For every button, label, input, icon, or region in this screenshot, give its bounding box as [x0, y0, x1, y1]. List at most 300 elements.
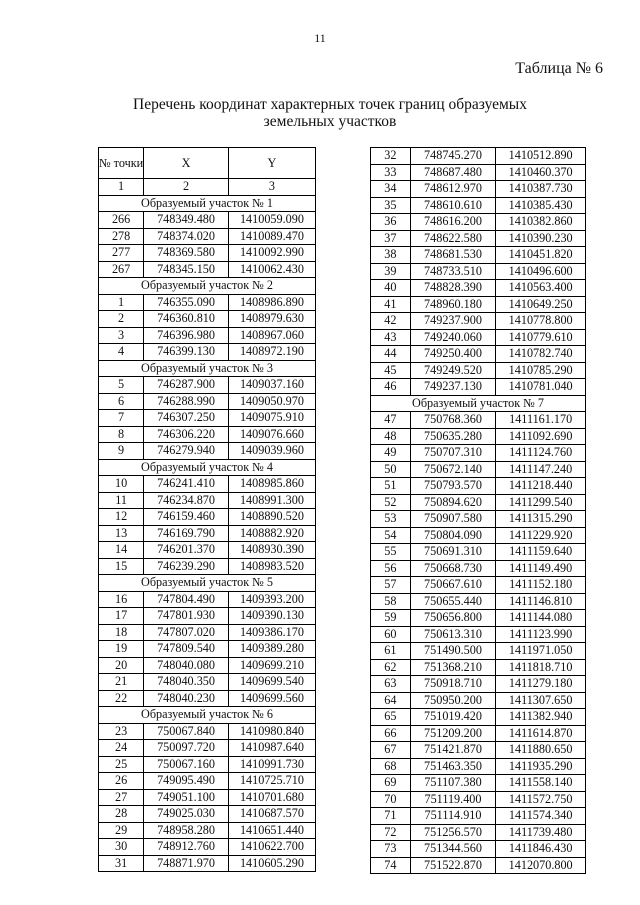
table-row — [99, 377, 316, 394]
table-row — [371, 247, 586, 264]
point-number-cell: 23 — [99, 723, 144, 740]
x-coordinate-cell: 749250.400 — [410, 346, 496, 363]
y-coordinate-cell: 1411614.870 — [496, 725, 586, 742]
y-coordinate-cell: 1411279.180 — [496, 676, 586, 693]
right-table-body — [371, 148, 586, 874]
x-coordinate-cell: 749237.900 — [410, 313, 496, 330]
table-row — [371, 461, 586, 478]
table-row — [371, 857, 586, 874]
y-coordinate-cell: 1411558.140 — [496, 775, 586, 792]
column-number-row — [99, 179, 316, 196]
x-coordinate-cell: 746287.900 — [144, 377, 229, 394]
point-number-cell: 9 — [99, 443, 144, 460]
table-row — [99, 509, 316, 526]
y-coordinate-cell: 1410980.840 — [228, 723, 315, 740]
y-coordinate-cell: 1410781.040 — [496, 379, 586, 396]
y-coordinate-cell: 1411971.050 — [496, 643, 586, 660]
x-coordinate-cell: 746288.990 — [144, 393, 229, 410]
table-row — [99, 674, 316, 691]
point-number-cell: 18 — [99, 624, 144, 641]
table-row — [99, 591, 316, 608]
x-coordinate-cell: 750918.710 — [410, 676, 496, 693]
point-number-cell: 4 — [99, 344, 144, 361]
point-number-cell: 36 — [371, 214, 411, 231]
point-number-cell: 31 — [99, 855, 144, 872]
point-number-cell: 7 — [99, 410, 144, 427]
point-number-cell: 2 — [99, 311, 144, 328]
table-row — [371, 659, 586, 676]
document-title: Перечень координат характерных точек границ образуемых земельных участков — [133, 96, 527, 130]
x-coordinate-cell: 751114.910 — [410, 808, 496, 825]
table-row — [371, 610, 586, 627]
table-row — [371, 808, 586, 825]
point-number-cell: 42 — [371, 313, 411, 330]
x-coordinate-cell: 747804.490 — [144, 591, 229, 608]
y-coordinate-cell: 1410725.710 — [228, 773, 315, 790]
y-coordinate-cell: 1411161.170 — [496, 412, 586, 429]
x-coordinate-cell: 750950.200 — [410, 692, 496, 709]
table-row — [99, 492, 316, 509]
point-number-cell: 28 — [99, 806, 144, 823]
table-row — [371, 709, 586, 726]
y-coordinate-cell: 1410390.230 — [496, 230, 586, 247]
table-row — [371, 775, 586, 792]
x-coordinate-cell: 751463.350 — [410, 758, 496, 775]
section-header-cell: Образуемый участок № 3 — [99, 360, 316, 377]
point-number-cell: 12 — [99, 509, 144, 526]
table-row — [371, 758, 586, 775]
point-number-cell: 10 — [99, 476, 144, 493]
x-coordinate-cell: 750793.570 — [410, 478, 496, 495]
y-coordinate-cell: 1409699.540 — [228, 674, 315, 691]
x-coordinate-cell: 750656.800 — [410, 610, 496, 627]
point-number-cell: 49 — [371, 445, 411, 462]
x-coordinate-cell: 750768.360 — [410, 412, 496, 429]
point-number-cell: 71 — [371, 808, 411, 825]
x-coordinate-cell: 748349.480 — [144, 212, 229, 229]
table-row — [371, 676, 586, 693]
x-coordinate-cell: 748681.530 — [410, 247, 496, 264]
x-coordinate-cell: 746241.410 — [144, 476, 229, 493]
point-number-cell: 277 — [99, 245, 144, 262]
x-coordinate-cell: 747809.540 — [144, 641, 229, 658]
y-coordinate-cell: 1411935.290 — [496, 758, 586, 775]
table-row — [99, 789, 316, 806]
y-coordinate-cell: 1411144.080 — [496, 610, 586, 627]
section-row — [371, 395, 586, 412]
point-number-cell: 16 — [99, 591, 144, 608]
x-coordinate-cell: 748040.350 — [144, 674, 229, 691]
table-row — [371, 197, 586, 214]
x-coordinate-cell: 750067.160 — [144, 756, 229, 773]
y-coordinate-cell: 1410089.470 — [228, 228, 315, 245]
point-number-cell: 14 — [99, 542, 144, 559]
y-coordinate-cell: 1410563.400 — [496, 280, 586, 297]
y-coordinate-cell: 1411382.940 — [496, 709, 586, 726]
x-coordinate-cell: 746169.790 — [144, 525, 229, 542]
y-coordinate-cell: 1410701.680 — [228, 789, 315, 806]
x-coordinate-cell: 748610.610 — [410, 197, 496, 214]
y-coordinate-cell: 1411146.810 — [496, 593, 586, 610]
point-number-cell: 20 — [99, 657, 144, 674]
y-coordinate-cell: 1408979.630 — [228, 311, 315, 328]
y-coordinate-cell: 1409699.210 — [228, 657, 315, 674]
point-number-cell: 29 — [99, 822, 144, 839]
x-coordinate-cell: 750667.610 — [410, 577, 496, 594]
y-coordinate-cell: 1411149.490 — [496, 560, 586, 577]
x-coordinate-cell: 746360.810 — [144, 311, 229, 328]
table-row — [371, 214, 586, 231]
section-header-cell: Образуемый участок № 2 — [99, 278, 316, 295]
x-coordinate-cell: 746279.940 — [144, 443, 229, 460]
x-coordinate-cell: 750613.310 — [410, 626, 496, 643]
point-number-cell: 67 — [371, 742, 411, 759]
y-coordinate-cell: 1410622.700 — [228, 839, 315, 856]
x-coordinate-cell: 748871.970 — [144, 855, 229, 872]
y-coordinate-cell: 1412070.800 — [496, 857, 586, 874]
y-coordinate-cell: 1409390.130 — [228, 608, 315, 625]
point-number-cell: 25 — [99, 756, 144, 773]
x-coordinate-cell: 751107.380 — [410, 775, 496, 792]
section-row — [99, 707, 316, 724]
y-coordinate-cell: 1411299.540 — [496, 494, 586, 511]
point-number-cell: 44 — [371, 346, 411, 363]
table-row — [99, 443, 316, 460]
y-coordinate-cell: 1411818.710 — [496, 659, 586, 676]
coordinates-table-right — [370, 147, 586, 874]
x-coordinate-cell: 749095.490 — [144, 773, 229, 790]
section-header-cell: Образуемый участок № 1 — [99, 195, 316, 212]
point-number-cell: 58 — [371, 593, 411, 610]
y-coordinate-cell: 1408972.190 — [228, 344, 315, 361]
x-coordinate-cell: 748912.760 — [144, 839, 229, 856]
y-coordinate-cell: 1409075.910 — [228, 410, 315, 427]
header-point-number: № точки — [99, 148, 144, 179]
point-number-cell: 40 — [371, 280, 411, 297]
table-row — [371, 643, 586, 660]
point-number-cell: 60 — [371, 626, 411, 643]
x-coordinate-cell: 750655.440 — [410, 593, 496, 610]
y-coordinate-cell: 1411147.240 — [496, 461, 586, 478]
table-row — [99, 558, 316, 575]
table-row — [371, 428, 586, 445]
point-number-cell: 27 — [99, 789, 144, 806]
table-row — [99, 294, 316, 311]
table-row — [99, 657, 316, 674]
y-coordinate-cell: 1410512.890 — [496, 148, 586, 165]
point-number-cell: 1 — [99, 294, 144, 311]
x-coordinate-cell: 746201.370 — [144, 542, 229, 559]
table-row — [371, 824, 586, 841]
table-row — [371, 841, 586, 858]
y-coordinate-cell: 1410496.600 — [496, 263, 586, 280]
table-row — [99, 393, 316, 410]
point-number-cell: 8 — [99, 426, 144, 443]
point-number-cell: 48 — [371, 428, 411, 445]
table-row — [99, 410, 316, 427]
point-number-cell: 73 — [371, 841, 411, 858]
section-row — [99, 278, 316, 295]
table-row — [99, 756, 316, 773]
y-coordinate-cell: 1411123.990 — [496, 626, 586, 643]
y-coordinate-cell: 1411315.290 — [496, 511, 586, 528]
point-number-cell: 62 — [371, 659, 411, 676]
point-number-cell: 38 — [371, 247, 411, 264]
y-coordinate-cell: 1410779.610 — [496, 329, 586, 346]
x-coordinate-cell: 748687.480 — [410, 164, 496, 181]
point-number-cell: 46 — [371, 379, 411, 396]
header-y: Y — [228, 148, 315, 179]
table-row — [371, 577, 586, 594]
table-row — [371, 164, 586, 181]
y-coordinate-cell: 1410460.370 — [496, 164, 586, 181]
y-coordinate-cell: 1411092.690 — [496, 428, 586, 445]
table-row — [99, 261, 316, 278]
y-coordinate-cell: 1410385.430 — [496, 197, 586, 214]
x-coordinate-cell: 748374.020 — [144, 228, 229, 245]
x-coordinate-cell: 749237.130 — [410, 379, 496, 396]
x-coordinate-cell: 748612.970 — [410, 181, 496, 198]
x-coordinate-cell: 746306.220 — [144, 426, 229, 443]
table-row — [99, 740, 316, 757]
y-coordinate-cell: 1408882.920 — [228, 525, 315, 542]
x-coordinate-cell: 750691.310 — [410, 544, 496, 561]
point-number-cell: 70 — [371, 791, 411, 808]
x-coordinate-cell: 750067.840 — [144, 723, 229, 740]
y-coordinate-cell: 1411307.650 — [496, 692, 586, 709]
y-coordinate-cell: 1411152.180 — [496, 577, 586, 594]
table-row — [99, 608, 316, 625]
table-row — [99, 228, 316, 245]
section-row — [99, 459, 316, 476]
x-coordinate-cell: 751119.400 — [410, 791, 496, 808]
y-coordinate-cell: 1410778.800 — [496, 313, 586, 330]
x-coordinate-cell: 751368.210 — [410, 659, 496, 676]
x-coordinate-cell: 751421.870 — [410, 742, 496, 759]
left-table-body — [99, 195, 316, 872]
point-number-cell: 51 — [371, 478, 411, 495]
point-number-cell: 47 — [371, 412, 411, 429]
x-coordinate-cell: 750635.280 — [410, 428, 496, 445]
point-number-cell: 15 — [99, 558, 144, 575]
y-coordinate-cell: 1409037.160 — [228, 377, 315, 394]
y-coordinate-cell: 1409393.200 — [228, 591, 315, 608]
table-row — [371, 313, 586, 330]
point-number-cell: 64 — [371, 692, 411, 709]
y-coordinate-cell: 1411159.640 — [496, 544, 586, 561]
x-coordinate-cell: 749025.030 — [144, 806, 229, 823]
y-coordinate-cell: 1410991.730 — [228, 756, 315, 773]
x-coordinate-cell: 748616.200 — [410, 214, 496, 231]
x-coordinate-cell: 748622.580 — [410, 230, 496, 247]
x-coordinate-cell: 750804.090 — [410, 527, 496, 544]
y-coordinate-cell: 1409076.660 — [228, 426, 315, 443]
table-row — [371, 329, 586, 346]
x-coordinate-cell: 746399.130 — [144, 344, 229, 361]
section-header-cell: Образуемый участок № 4 — [99, 459, 316, 476]
y-coordinate-cell: 1410387.730 — [496, 181, 586, 198]
table-row — [371, 296, 586, 313]
x-coordinate-cell: 751256.570 — [410, 824, 496, 841]
point-number-cell: 69 — [371, 775, 411, 792]
point-number-cell: 52 — [371, 494, 411, 511]
header-x: X — [144, 148, 229, 179]
y-coordinate-cell: 1410059.090 — [228, 212, 315, 229]
x-coordinate-cell: 750097.720 — [144, 740, 229, 757]
point-number-cell: 61 — [371, 643, 411, 660]
table-row — [371, 494, 586, 511]
table-row — [99, 525, 316, 542]
x-coordinate-cell: 748369.580 — [144, 245, 229, 262]
y-coordinate-cell: 1409039.960 — [228, 443, 315, 460]
table-row — [99, 773, 316, 790]
table-row — [99, 245, 316, 262]
table-row — [99, 641, 316, 658]
table-row — [99, 822, 316, 839]
table-row — [371, 181, 586, 198]
x-coordinate-cell: 751522.870 — [410, 857, 496, 874]
y-coordinate-cell: 1408991.300 — [228, 492, 315, 509]
x-coordinate-cell: 746234.870 — [144, 492, 229, 509]
x-coordinate-cell: 750672.140 — [410, 461, 496, 478]
table-row — [371, 742, 586, 759]
table-row — [99, 311, 316, 328]
table-row — [99, 542, 316, 559]
table-row — [99, 806, 316, 823]
point-number-cell: 35 — [371, 197, 411, 214]
y-coordinate-cell: 1410062.430 — [228, 261, 315, 278]
x-coordinate-cell: 748960.180 — [410, 296, 496, 313]
y-coordinate-cell: 1408930.390 — [228, 542, 315, 559]
table-row — [371, 362, 586, 379]
y-coordinate-cell: 1408967.060 — [228, 327, 315, 344]
point-number-cell: 30 — [99, 839, 144, 856]
y-coordinate-cell: 1408985.860 — [228, 476, 315, 493]
table-row — [371, 478, 586, 495]
table-label: Таблица № 6 — [515, 60, 603, 77]
y-coordinate-cell: 1410782.740 — [496, 346, 586, 363]
y-coordinate-cell: 1411574.340 — [496, 808, 586, 825]
section-header-cell: Образуемый участок № 6 — [99, 707, 316, 724]
y-coordinate-cell: 1411739.480 — [496, 824, 586, 841]
y-coordinate-cell: 1409389.280 — [228, 641, 315, 658]
point-number-cell: 66 — [371, 725, 411, 742]
point-number-cell: 32 — [371, 148, 411, 165]
table-row — [371, 511, 586, 528]
table-row — [371, 379, 586, 396]
point-number-cell: 53 — [371, 511, 411, 528]
table-row — [99, 476, 316, 493]
table-row — [371, 148, 586, 165]
table-row — [371, 725, 586, 742]
point-number-cell: 68 — [371, 758, 411, 775]
x-coordinate-cell: 747807.020 — [144, 624, 229, 641]
x-coordinate-cell: 750707.310 — [410, 445, 496, 462]
point-number-cell: 55 — [371, 544, 411, 561]
x-coordinate-cell: 748733.510 — [410, 263, 496, 280]
x-coordinate-cell: 746239.290 — [144, 558, 229, 575]
point-number-cell: 50 — [371, 461, 411, 478]
x-coordinate-cell: 746307.250 — [144, 410, 229, 427]
point-number-cell: 267 — [99, 261, 144, 278]
y-coordinate-cell: 1411846.430 — [496, 841, 586, 858]
point-number-cell: 21 — [99, 674, 144, 691]
table-row — [371, 346, 586, 363]
section-row — [99, 360, 316, 377]
table-row — [371, 593, 586, 610]
page-number: 11 — [314, 31, 326, 45]
y-coordinate-cell: 1410451.820 — [496, 247, 586, 264]
table-row — [99, 690, 316, 707]
table-row — [371, 544, 586, 561]
y-coordinate-cell: 1411572.750 — [496, 791, 586, 808]
x-coordinate-cell: 750894.620 — [410, 494, 496, 511]
point-number-cell: 54 — [371, 527, 411, 544]
point-number-cell: 6 — [99, 393, 144, 410]
y-coordinate-cell: 1411218.440 — [496, 478, 586, 495]
y-coordinate-cell: 1408986.890 — [228, 294, 315, 311]
y-coordinate-cell: 1410987.640 — [228, 740, 315, 757]
table-row — [371, 560, 586, 577]
x-coordinate-cell: 746396.980 — [144, 327, 229, 344]
section-row — [99, 575, 316, 592]
x-coordinate-cell: 748745.270 — [410, 148, 496, 165]
table-row — [371, 230, 586, 247]
point-number-cell: 26 — [99, 773, 144, 790]
table-row — [371, 445, 586, 462]
header-row — [99, 148, 316, 179]
y-coordinate-cell: 1410605.290 — [228, 855, 315, 872]
table-row — [371, 692, 586, 709]
section-header-cell: Образуемый участок № 7 — [371, 395, 586, 412]
point-number-cell: 56 — [371, 560, 411, 577]
point-number-cell: 13 — [99, 525, 144, 542]
point-number-cell: 45 — [371, 362, 411, 379]
x-coordinate-cell: 748040.230 — [144, 690, 229, 707]
y-coordinate-cell: 1408983.520 — [228, 558, 315, 575]
point-number-cell: 41 — [371, 296, 411, 313]
column-number: 2 — [144, 179, 229, 196]
table-row — [99, 624, 316, 641]
point-number-cell: 5 — [99, 377, 144, 394]
x-coordinate-cell: 746159.460 — [144, 509, 229, 526]
x-coordinate-cell: 751019.420 — [410, 709, 496, 726]
table-row — [99, 327, 316, 344]
point-number-cell: 39 — [371, 263, 411, 280]
table-row — [371, 280, 586, 297]
point-number-cell: 19 — [99, 641, 144, 658]
point-number-cell: 57 — [371, 577, 411, 594]
point-number-cell: 11 — [99, 492, 144, 509]
table-row — [371, 791, 586, 808]
point-number-cell: 37 — [371, 230, 411, 247]
point-number-cell: 74 — [371, 857, 411, 874]
x-coordinate-cell: 750907.580 — [410, 511, 496, 528]
x-coordinate-cell: 751490.500 — [410, 643, 496, 660]
x-coordinate-cell: 748828.390 — [410, 280, 496, 297]
table-row — [371, 626, 586, 643]
column-number: 3 — [228, 179, 315, 196]
x-coordinate-cell: 749240.060 — [410, 329, 496, 346]
x-coordinate-cell: 751209.200 — [410, 725, 496, 742]
section-row — [99, 195, 316, 212]
y-coordinate-cell: 1411880.650 — [496, 742, 586, 759]
y-coordinate-cell: 1409050.970 — [228, 393, 315, 410]
x-coordinate-cell: 747801.930 — [144, 608, 229, 625]
x-coordinate-cell: 750668.730 — [410, 560, 496, 577]
y-coordinate-cell: 1410785.290 — [496, 362, 586, 379]
table-row — [371, 527, 586, 544]
